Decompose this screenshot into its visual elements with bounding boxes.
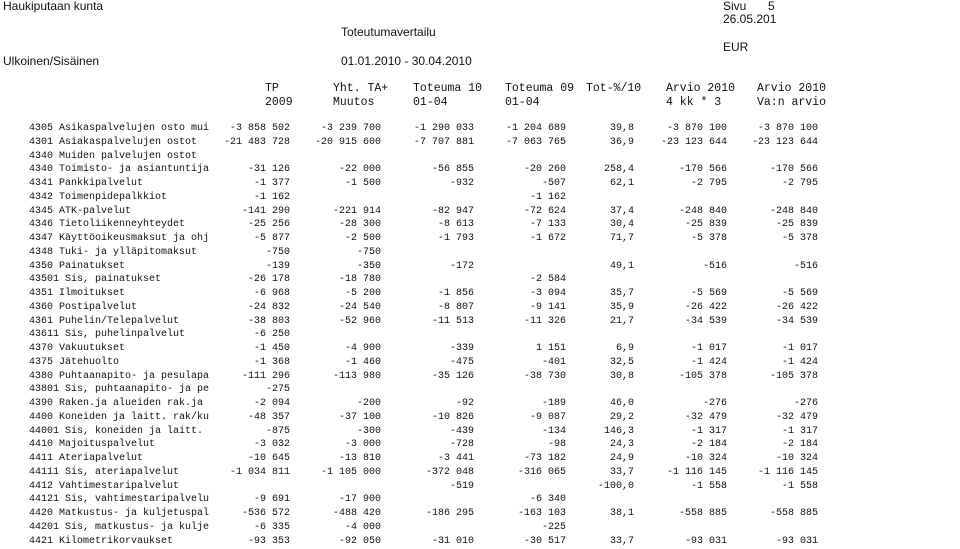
cell-tp: -21 483 728 — [223, 136, 290, 148]
cell-ta: -18 780 — [338, 274, 381, 286]
cell-tot09: -11 326 — [523, 315, 566, 327]
table-row — [0, 177, 960, 191]
cell-arv1: -5 569 — [690, 288, 727, 299]
cell-tp: -9 691 — [253, 494, 290, 506]
cell-pct: 46,0 — [609, 398, 634, 409]
table-row — [0, 452, 960, 466]
cell-tot09: -3 094 — [529, 288, 566, 299]
cell-arv2: -10 324 — [775, 453, 818, 464]
cell-tot09: -98 — [547, 439, 566, 451]
company-name: Haukiputaan kunta — [3, 0, 104, 13]
cell-arv2: -1 424 — [781, 356, 818, 368]
column-header-6-line2: 4 kk * 3 — [666, 96, 722, 109]
table-row — [0, 273, 960, 287]
cell-ta: -488 420 — [332, 508, 381, 519]
cell-tot10: -519 — [449, 480, 474, 492]
cell-tp: -139 — [265, 260, 290, 272]
cell-ta: -52 960 — [338, 315, 381, 327]
cell-ta: -92 050 — [338, 535, 381, 547]
cell-arv2: -5 569 — [781, 288, 818, 299]
table-row — [0, 356, 960, 370]
cell-tot10: -11 513 — [431, 315, 474, 327]
cell-ta: -113 980 — [332, 370, 381, 382]
cell-tot09: -1 672 — [529, 233, 566, 244]
cell-arv2: -1 317 — [781, 425, 818, 437]
cell-tot09: -163 103 — [517, 508, 566, 519]
cell-arv1: -10 324 — [684, 453, 727, 464]
table-row — [0, 507, 960, 521]
table-row — [0, 370, 960, 384]
cell-tot10: -1 856 — [437, 288, 474, 299]
cell-arv1: -32 479 — [684, 411, 727, 423]
report-title: Toteutumavertailu — [341, 25, 436, 39]
period-label: 01.01.2010 - 30.04.2010 — [341, 54, 472, 68]
row-label: 43501 Sis, painatukset — [29, 274, 162, 286]
cell-tot09: -134 — [541, 425, 566, 437]
column-header-1-line2: 2009 — [265, 96, 293, 109]
cell-ta: -3 000 — [344, 439, 381, 451]
cell-arv1: -248 840 — [678, 205, 727, 217]
cell-tot10: -728 — [449, 439, 474, 451]
cell-pct: 24,3 — [609, 439, 634, 451]
cell-tp: -48 357 — [247, 411, 290, 423]
cell-pct: 6,9 — [615, 343, 634, 354]
row-label: 43611 Sis, puhelinpalvelut — [29, 329, 186, 341]
cell-arv2: -516 — [793, 260, 818, 272]
cell-tot09: -30 517 — [523, 535, 566, 547]
cell-tot10: -475 — [449, 356, 474, 368]
cell-arv2: -170 566 — [769, 164, 818, 176]
cell-tot09: -7 133 — [529, 219, 566, 231]
cell-tot09: -1 162 — [529, 191, 566, 203]
row-label: 4420 Matkustus- ja kuljetuspal — [29, 508, 210, 519]
cell-tp: -750 — [265, 246, 290, 258]
row-label: 4348 Tuki- ja ylläpitomaksut — [29, 246, 198, 258]
table-row — [0, 301, 960, 315]
table-row — [0, 397, 960, 411]
cell-pct: 30,8 — [609, 370, 634, 382]
cell-tp: -1 368 — [253, 356, 290, 368]
table-row — [0, 480, 960, 494]
cell-arv1: -3 870 100 — [666, 123, 727, 134]
row-label: 4421 Kilometrikorvaukset — [29, 535, 174, 547]
cell-arv2: -25 839 — [775, 219, 818, 231]
cell-tp: -5 877 — [253, 233, 290, 244]
cell-tot09: -316 065 — [517, 466, 566, 478]
cell-pct: 35,9 — [609, 301, 634, 313]
row-label: 4340 Muiden palvelujen ostot — [29, 150, 198, 162]
cell-tot09: -6 340 — [529, 494, 566, 506]
row-label: 43801 Sis, puhtaanapito- ja pe — [29, 384, 210, 396]
cell-tot09: -507 — [541, 178, 566, 189]
column-header-3-line1: Toteuma 10 — [413, 82, 483, 95]
cell-arv1: -105 378 — [678, 370, 727, 382]
cell-arv1: -170 566 — [678, 164, 727, 176]
row-label: 4301 Asiakaspalvelujen ostot — [29, 136, 198, 148]
cell-tot09: -189 — [541, 398, 566, 409]
row-label: 4342 Toimenpidepalkkiot — [29, 191, 168, 203]
table-row — [0, 232, 960, 246]
cell-tp: -1 377 — [253, 178, 290, 189]
row-label: 44201 Sis, matkustus- ja kulje — [29, 521, 210, 533]
column-header-4-line1: Toteuma 09 — [505, 82, 575, 95]
cell-tp: -3 858 502 — [229, 123, 290, 134]
cell-arv1: -25 839 — [684, 219, 727, 231]
cell-pct: 49,1 — [609, 260, 634, 272]
cell-pct: -100,0 — [597, 480, 634, 492]
cell-tp: -24 832 — [247, 301, 290, 313]
cell-arv1: -276 — [702, 398, 727, 409]
cell-arv2: -1 116 145 — [757, 466, 818, 478]
cell-arv2: -3 870 100 — [757, 123, 818, 134]
cell-tot09: 1 151 — [535, 343, 566, 354]
table-row — [0, 342, 960, 356]
table-row — [0, 411, 960, 425]
cell-ta: -350 — [356, 260, 381, 272]
cell-tot09: -2 584 — [529, 274, 566, 286]
cell-ta: -37 100 — [338, 411, 381, 423]
cell-arv1: -1 424 — [690, 356, 727, 368]
cell-tp: -93 353 — [247, 535, 290, 547]
cell-tp: -31 126 — [247, 164, 290, 176]
cell-arv1: -23 123 644 — [660, 136, 727, 148]
cell-tot10: -8 613 — [437, 219, 474, 231]
cell-arv1: -1 116 145 — [666, 466, 727, 478]
cell-ta: -4 900 — [344, 343, 381, 354]
column-header-3-line2: 01-04 — [413, 96, 448, 109]
cell-tp: -536 572 — [241, 508, 290, 519]
column-header-1-line1: TP — [265, 82, 279, 95]
table-row — [0, 163, 960, 177]
cell-ta: -750 — [356, 246, 381, 258]
cell-tot09: -73 182 — [523, 453, 566, 464]
cell-tp: -3 032 — [253, 439, 290, 451]
cell-tp: -6 968 — [253, 288, 290, 299]
table-row — [0, 191, 960, 205]
cell-arv2: -105 378 — [769, 370, 818, 382]
cell-pct: 35,7 — [609, 288, 634, 299]
cell-pct: 36,9 — [609, 136, 634, 148]
cell-tp: -1 450 — [253, 343, 290, 354]
cell-pct: 29,2 — [609, 411, 634, 423]
cell-arv1: -5 378 — [690, 233, 727, 244]
cell-tot09: -225 — [541, 521, 566, 533]
cell-tp: -6 335 — [253, 521, 290, 533]
cell-tp: -25 256 — [247, 219, 290, 231]
cell-arv2: -558 885 — [769, 508, 818, 519]
row-label: 4375 Jätehuolto — [29, 356, 120, 368]
page-label: Sivu — [723, 0, 747, 13]
row-label: 4410 Majoituspalvelut — [29, 439, 156, 451]
table-row — [0, 383, 960, 397]
cell-arv2: -26 422 — [775, 301, 818, 313]
column-header-7-line2: Va:n arvio — [757, 96, 827, 109]
cell-tot10: -35 126 — [431, 370, 474, 382]
cell-arv2: -32 479 — [775, 411, 818, 423]
column-header-4-line2: 01-04 — [505, 96, 540, 109]
table-row — [0, 493, 960, 507]
cell-arv1: -2 795 — [690, 178, 727, 189]
cell-tp: -875 — [265, 425, 290, 437]
cell-ta: -28 300 — [338, 219, 381, 231]
row-label: 4345 ATK-palvelut — [29, 205, 132, 217]
currency-label: EUR — [723, 40, 749, 54]
cell-pct: 258,4 — [603, 164, 634, 176]
cell-tp: -275 — [265, 384, 290, 396]
cell-arv1: -558 885 — [678, 508, 727, 519]
table-row — [0, 287, 960, 301]
row-label: 44111 Sis, ateriapalvelut — [29, 466, 180, 478]
cell-arv2: -23 123 644 — [751, 136, 818, 148]
cell-pct: 146,3 — [603, 425, 634, 437]
cell-tot10: -1 290 033 — [413, 123, 474, 134]
page-number: 5 — [768, 0, 775, 13]
cell-tot10: -932 — [449, 178, 474, 189]
cell-pct: 24,9 — [609, 453, 634, 464]
cell-arv1: -1 317 — [690, 425, 727, 437]
row-label: 4347 Käyttöoikeusmaksut ja ohj — [29, 233, 210, 244]
cell-tp: -2 094 — [253, 398, 290, 409]
cell-tp: -1 034 811 — [229, 466, 290, 478]
cell-ta: -1 460 — [344, 356, 381, 368]
row-label: 4380 Puhtaanapito- ja pesulapa — [29, 370, 210, 382]
cell-ta: -17 900 — [338, 494, 381, 506]
cell-tot10: -186 295 — [425, 508, 474, 519]
cell-pct: 21,7 — [609, 315, 634, 327]
column-header-2-line2: Muutos — [333, 96, 375, 109]
cell-ta: -221 914 — [332, 205, 381, 217]
cell-ta: -2 500 — [344, 233, 381, 244]
cell-ta: -300 — [356, 425, 381, 437]
cell-tot09: -1 204 689 — [505, 123, 566, 134]
cell-ta: -1 500 — [344, 178, 381, 189]
cell-tot10: -372 048 — [425, 466, 474, 478]
cell-pct: 30,4 — [609, 219, 634, 231]
cell-pct: 33,7 — [609, 535, 634, 547]
row-label: 4400 Koneiden ja laitt. rak/ku — [29, 411, 210, 423]
cell-tot10: -8 807 — [437, 301, 474, 313]
cell-tot09: -9 087 — [529, 411, 566, 423]
cell-arv1: -26 422 — [684, 301, 727, 313]
table-row — [0, 205, 960, 219]
cell-pct: 39,8 — [609, 123, 634, 134]
cell-ta: -20 915 600 — [314, 136, 381, 148]
cell-ta: -200 — [356, 398, 381, 409]
row-label: 4346 Tietoliikenneyhteydet — [29, 219, 186, 231]
table-row — [0, 218, 960, 232]
cell-ta: -1 105 000 — [320, 466, 381, 478]
cell-tot10: -82 947 — [431, 205, 474, 217]
column-header-7-line1: Arvio 2010 — [757, 82, 827, 95]
cell-tp: -26 178 — [247, 274, 290, 286]
table-row — [0, 150, 960, 164]
cell-pct: 37,4 — [609, 205, 634, 217]
row-label: 4350 Painatukset — [29, 260, 126, 272]
table-row — [0, 425, 960, 439]
cell-tot09: -72 624 — [523, 205, 566, 217]
cell-ta: -24 540 — [338, 301, 381, 313]
cell-tot10: -56 855 — [431, 164, 474, 176]
row-label: 4341 Pankkipalvelut — [29, 178, 144, 189]
table-row — [0, 521, 960, 535]
table-row — [0, 260, 960, 274]
cell-ta: -22 000 — [338, 164, 381, 176]
scope-label: Ulkoinen/Sisäinen — [3, 54, 100, 68]
row-label: 4361 Puhelin/Telepalvelut — [29, 315, 180, 327]
cell-tot10: -439 — [449, 425, 474, 437]
row-label: 4390 Raken.ja alueiden rak.ja — [29, 398, 204, 409]
cell-tp: -141 290 — [241, 205, 290, 217]
cell-arv2: -248 840 — [769, 205, 818, 217]
cell-tot10: -10 826 — [431, 411, 474, 423]
cell-arv1: -93 031 — [684, 535, 727, 547]
row-label: 4351 Ilmoitukset — [29, 288, 126, 299]
cell-ta: -4 000 — [344, 521, 381, 533]
row-label: 4305 Asikaspalvelujen osto mui — [29, 123, 210, 134]
table-row — [0, 122, 960, 136]
table-row — [0, 136, 960, 150]
table-row — [0, 246, 960, 260]
cell-pct: 62,1 — [609, 178, 634, 189]
cell-tot10: -92 — [455, 398, 474, 409]
row-label: 4340 Toimisto- ja asiantuntija — [29, 164, 210, 176]
cell-ta: -3 239 700 — [320, 123, 381, 134]
cell-arv2: -2 184 — [781, 439, 818, 451]
cell-tp: -111 296 — [241, 370, 290, 382]
report-date: 26.05.201 — [723, 12, 777, 26]
cell-tp: -38 803 — [247, 315, 290, 327]
row-label: 4411 Ateriapalvelut — [29, 453, 144, 464]
cell-arv2: -1 017 — [781, 343, 818, 354]
cell-tp: -10 645 — [247, 453, 290, 464]
cell-arv2: -93 031 — [775, 535, 818, 547]
cell-tp: -1 162 — [253, 191, 290, 203]
cell-tot10: -339 — [449, 343, 474, 354]
column-header-5-line1: Tot-%/10 — [586, 82, 642, 95]
cell-tot09: -38 730 — [523, 370, 566, 382]
cell-pct: 71,7 — [609, 233, 634, 244]
cell-arv2: -2 795 — [781, 178, 818, 189]
cell-arv2: -34 539 — [775, 315, 818, 327]
cell-pct: 33,7 — [609, 466, 634, 478]
cell-tot10: -31 010 — [431, 535, 474, 547]
cell-pct: 38,1 — [609, 508, 634, 519]
cell-arv1: -1 017 — [690, 343, 727, 354]
cell-arv1: -2 184 — [690, 439, 727, 451]
cell-ta: -5 200 — [344, 288, 381, 299]
table-row — [0, 438, 960, 452]
table-row — [0, 466, 960, 480]
cell-tot10: -1 793 — [437, 233, 474, 244]
cell-arv2: -5 378 — [781, 233, 818, 244]
cell-tot09: -9 141 — [529, 301, 566, 313]
cell-arv2: -276 — [793, 398, 818, 409]
column-header-6-line1: Arvio 2010 — [666, 82, 736, 95]
cell-tot10: -7 707 881 — [413, 136, 474, 148]
cell-ta: -13 810 — [338, 453, 381, 464]
cell-arv1: -34 539 — [684, 315, 727, 327]
row-label: 4370 Vakuutukset — [29, 343, 126, 354]
column-header-2-line1: Yht. TA+ — [333, 82, 389, 95]
table-row — [0, 315, 960, 329]
table-row — [0, 328, 960, 342]
cell-pct: 32,5 — [609, 356, 634, 368]
cell-arv2: -1 558 — [781, 480, 818, 492]
cell-tot09: -20 260 — [523, 164, 566, 176]
row-label: 4360 Postipalvelut — [29, 301, 138, 313]
cell-arv1: -1 558 — [690, 480, 727, 492]
table-row — [0, 535, 960, 549]
cell-tot10: -172 — [449, 260, 474, 272]
cell-tot09: -401 — [541, 356, 566, 368]
row-label: 44121 Sis, vahtimestaripalvelu — [29, 494, 210, 506]
cell-tot10: -3 441 — [437, 453, 474, 464]
row-label: 44001 Sis, koneiden ja laitt. — [29, 425, 204, 437]
row-label: 4412 Vahtimestaripalvelut — [29, 480, 180, 492]
cell-tot09: -7 063 765 — [505, 136, 566, 148]
cell-tp: -6 250 — [253, 329, 290, 341]
cell-arv1: -516 — [702, 260, 727, 272]
